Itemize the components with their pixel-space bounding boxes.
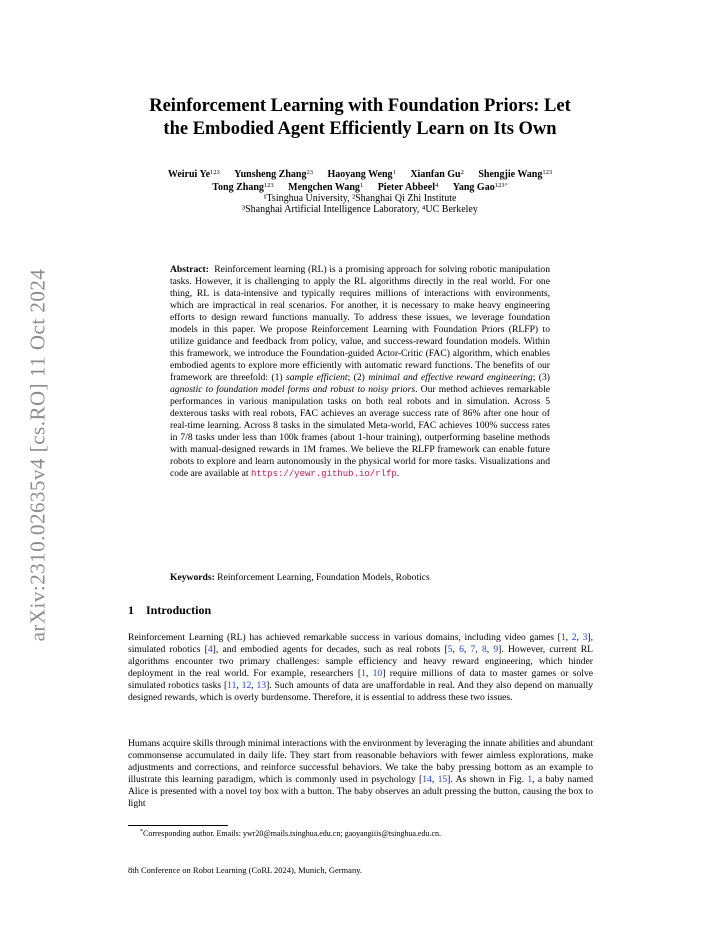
affiliation-line-2: ³Shanghai Artificial Intelligence Laboratory, ⁴UC Berkeley [242, 204, 478, 215]
section-number: 1 [128, 603, 134, 617]
author-line-1 [110, 167, 610, 180]
citation-link[interactable]: 2 [571, 632, 577, 643]
citation-link[interactable]: 5 [447, 644, 453, 655]
citation-link[interactable]: 12 [241, 680, 252, 691]
footnote [140, 829, 441, 838]
abstract-label: Abstract: [170, 264, 209, 275]
corresponding-author-link[interactable]: * [504, 182, 508, 189]
author-line-2 [110, 180, 610, 193]
citation-link[interactable]: 3 [582, 632, 588, 643]
footnote-divider [128, 825, 228, 826]
author-name: Haoyang Weng$^1$ [327, 169, 396, 180]
intro-paragraph-1: Reinforcement Learning (RL) has achieved remarkable success in various domains, including video games [1, 2, 3], simulated robotics [4], and embodied agents for decades, such as real robots [5, 6, 7, 8, 9]. However, current RL algorithms encounter two primary challenges: sample efficiency and heavy reward engineering, which hinder deployment in the real world. For example, researchers [1, 10] require millions of data to master games or solve simulated robotics tasks [11, 12, 13]. Such amounts of data are unaffordable in real. And they also depend on manually designed rewards, which is overly burdensome. Therefore, it is essential to address these two issues. [128, 632, 594, 703]
author-name: Xianfan Gu$^2$ [410, 169, 464, 180]
section-title: Introduction [146, 603, 212, 617]
title-line-1: Reinforcement Learning with Foundation Priors: Let [149, 96, 571, 116]
author-name: Shengjie Wang$^{123}$ [478, 169, 553, 180]
abstract: Abstract: Reinforcement learning (RL) is a promising approach for solving robotic manipulation tasks. However, it is challenging to apply the RL algorithms directly in the real world. For one thing, RL is data-intensive and typically requires millions of interactions with environments, which are impractical in real scenarios. For another, it is necessary to make heavy engineering efforts to design reward functions manually. To address these issues, we leverage foundation models in this paper. We propose Reinforcement Learning with Foundation Priors (RLFP) to utilize guidance and feedback from policy, value, and success-reward foundation models. Within this framework, we introduce the Foundation-guided Actor-Critic (FAC) algorithm, which enables embodied agents to explore more efficiently with automatic reward functions. The benefits of our framework are threefold: (1) sample efficient; (2) minimal and effective reward engineering; (3) agnostic to foundation model forms and robust to noisy priors. Our method achieves remarkable performances in various manipulation tasks on both real robots and in simulation. Across 5 dexterous tasks with real robots, FAC achieves an average success rate of 86% after one hour of real-time learning. Across 8 tasks in the simulated Meta-world, FAC achieves 100% success rates in 7/8 tasks under less than 100k frames (about 1-hour training), outperforming baseline methods with manual-designed rewards in 1M frames. We believe the RLFP framework can enable future robots to explore and learn autonomously in the physical world for more tasks. Visualizations and code are available at https://yewr.github.io/rlfp. [170, 264, 551, 479]
citation-link[interactable]: 14 [422, 774, 432, 785]
citation-link[interactable]: 8 [481, 644, 487, 655]
citation-link[interactable]: 9 [493, 644, 499, 655]
keywords-label: Keywords: [170, 572, 215, 583]
keywords-text: Reinforcement Learning, Foundation Models, Robotics [217, 572, 430, 583]
author-name: Mengchen Wang$^1$ [288, 182, 364, 193]
affiliation-line-1: ¹Tsinghua University, ²Shanghai Qi Zhi Institute [263, 193, 457, 204]
intro-paragraph-2: Humans acquire skills through minimal interactions with the environment by leveraging the innate abilities and abundant commonsense accumulated in daily life. They start from reasonable behaviors with fewer aimless explorations, make adjustments and corrections, and reinforce successful behaviors. We take the baby pressing bottom as an example to illustrate this learning paradigm, which is commonly used in psychology [14, 15]. As shown in Fig. 1, a baby named Alice is presented with a novel toy box with a button. The baby observes an adult pressing the button, causing the box to light [128, 738, 594, 809]
author-name: Yang Gao$^{123*}$ [452, 182, 508, 193]
conference-note: 8th Conference on Robot Learning (CoRL 2024), Munich, Germany. [128, 865, 363, 875]
author-name: Tong Zhang$^{123}$ [212, 182, 274, 193]
author-block [110, 167, 610, 215]
citation-link[interactable]: 15 [437, 774, 448, 785]
section-heading [128, 603, 211, 618]
title-line-2: the Embodied Agent Efficiently Learn on Its Own [163, 119, 557, 139]
citation-link[interactable]: 1 [361, 668, 366, 679]
citation-link[interactable]: 1 [560, 632, 566, 643]
footnote-mark: * [140, 829, 143, 835]
citation-link[interactable]: 11 [227, 680, 237, 691]
paper-title [110, 95, 610, 141]
citation-link[interactable]: 4 [207, 644, 213, 655]
citation-link[interactable]: 10 [372, 668, 383, 679]
keywords [170, 572, 550, 584]
author-name: Pieter Abbeel$^4$ [377, 182, 439, 193]
figure-reference-link[interactable]: 1 [527, 774, 533, 785]
citation-link[interactable]: 6 [459, 644, 464, 655]
citation-link[interactable]: 7 [470, 644, 476, 655]
author-name: Yunsheng Zhang$^{23}$ [234, 169, 313, 180]
arxiv-identifier-stamp: arXiv:2310.02635v4 [cs.RO] 11 Oct 2024 [25, 268, 50, 642]
footnote-text: Corresponding author. Emails: ywr20@mails.tsinghua.edu.cn; gaoyangiiis@tsinghua.edu.cn. [143, 829, 442, 838]
project-url-link[interactable]: https://yewr.github.io/rlfp [250, 469, 397, 479]
citation-link[interactable]: 13 [256, 680, 267, 691]
author-name: Weirui Ye$^{123}$ [167, 169, 220, 180]
